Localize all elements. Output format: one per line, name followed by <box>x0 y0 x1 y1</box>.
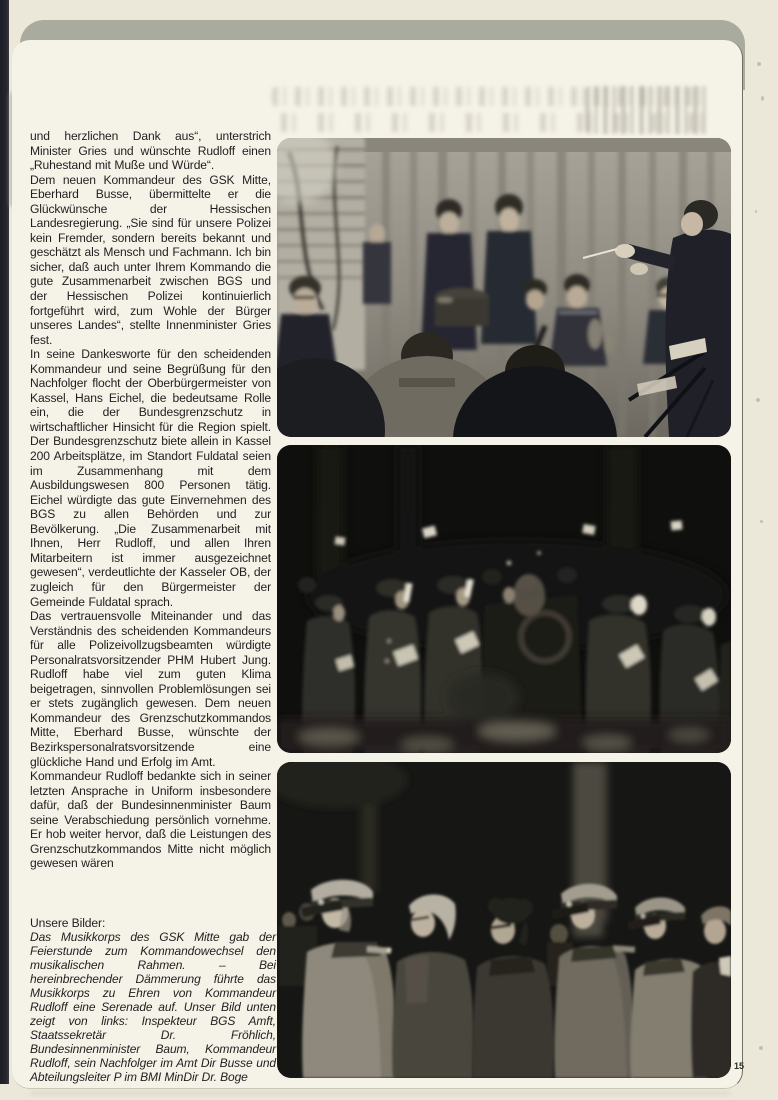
caption-body: Das Musikkorps des GSK Mitte gab der Feierstunde zum Kommandowechsel den musikalischen Rahmen. – Bei hereinbrechender Dämmerung führte das Musikkorps zu Ehren von Kommandeur Rudloff eine Serenade auf. Unser Bild unten zeigt von links: Inspekteur BGS Amft, Staatssekretär Dr. Fröhlich, Bundesinnenminister Baum, Kommandeur Rudloff, sein Nachfolger im Amt Dir Busse und Abteilungsleiter P im BMI MinDir Dr. Boge <box>30 930 276 1085</box>
photo-musikkorps-indoor-image <box>277 138 731 437</box>
article-paragraph: Das vertrauensvolle Miteinander und das Verständnis des scheidenden Kommandeurs für alle Polizeivollzugsbeamten würdigte Personalratsvorsitzender PHM Hubert Jung. Rudloff habe viel zum guten Klima beigetragen, sinnvollen Problemlösungen sei er stets zugänglich gewesen. Dem neuen Kommandeur des Grenzschutzkommandos Mitte, Eberhard Busse, wünschte der Bezirkspersonalratsvorsitzende eine glückliche Hand und Erfolg im Amt. <box>30 609 271 769</box>
caption-heading: Unsere Bilder: <box>30 916 106 930</box>
photo-musikkorps-indoor <box>277 138 731 437</box>
article-text-column <box>30 129 271 871</box>
scan-speck <box>761 96 764 101</box>
scan-speck <box>756 398 760 402</box>
scan-speck <box>760 520 763 523</box>
photo-serenade-night <box>277 445 731 753</box>
scan-speck <box>757 62 761 66</box>
photo-officials-row-image <box>277 762 731 1078</box>
article-paragraph: Dem neuen Kommandeur des GSK Mitte, Eberhard Busse, übermittelte er die Glückwünsche der Hessischen Landesregierung. „Sie sind für unsere Polizei kein Fremder, sondern bereits bekannt und geschätzt als Mensch und Fachmann. Ich bin sicher, daß auch unter Ihrem Kommando die gute Zusammenarbeit zwischen BGS und der Hessischen Polizei kontinuierlich fortgeführt wird, zum Wohle der Bürger unseres Landes“, stellte Innenminister Gries fest. <box>30 172 271 347</box>
scan-speck <box>759 1046 763 1050</box>
print-showthrough-dense <box>585 86 710 134</box>
article-paragraph: In seine Dankesworte für den scheidenden Kommandeur und seine Begrüßung für den Nachfolger flocht der Oberbürgermeister von Kassel, Hans Eichel, die bedeutsame Rolle ein, die der Bundesgrenzschutz in wirtschaftlicher Hinsicht für die Region spielt. Der Bundesgrenzschutz biete allein in Kassel 200 Arbeitsplätze, im Standort Fuldatal seien im Zusammenhang mit dem Ausbildungswesen 800 Personen tätig. Eichel würdigte das gute Einvernehmen des BGS zu allen Behörden und zur Bevölkerung. „Die Zusammenarbeit mit Ihnen, Herr Rudloff, und allen Ihren Mitarbeitern ist immer ausgezeichnet gewesen“, verdeutlichte der Kasseler OB, der zugleich für den Bürgermeister der Gemeinde Fuldatal sprach. <box>30 347 271 609</box>
article-paragraph: Kommandeur Rudloff bedankte sich in seiner letzten Ansprache in Uniform insbesondere dafür, daß der Bundesinnenminister Baum seine Verabschiedung persönlich vornehme. Er hob weiter hervor, daß die Leistungen des Grenzschutzkommandos Mitte nicht möglich gewesen wären <box>30 769 271 871</box>
photo-serenade-night-image <box>277 445 731 753</box>
scan-speck <box>755 210 757 213</box>
photo-caption <box>30 916 276 1084</box>
photo-officials-row <box>277 762 731 1078</box>
page-bottom-shadow <box>30 1091 730 1095</box>
page-number: 15 <box>733 1061 744 1071</box>
article-paragraph: und herzlichen Dank aus“, unterstrich Minister Gries und wünschte Rudloff einen „Ruhestand mit Muße und Würde“. <box>30 129 271 173</box>
binding-edge <box>0 0 9 1084</box>
